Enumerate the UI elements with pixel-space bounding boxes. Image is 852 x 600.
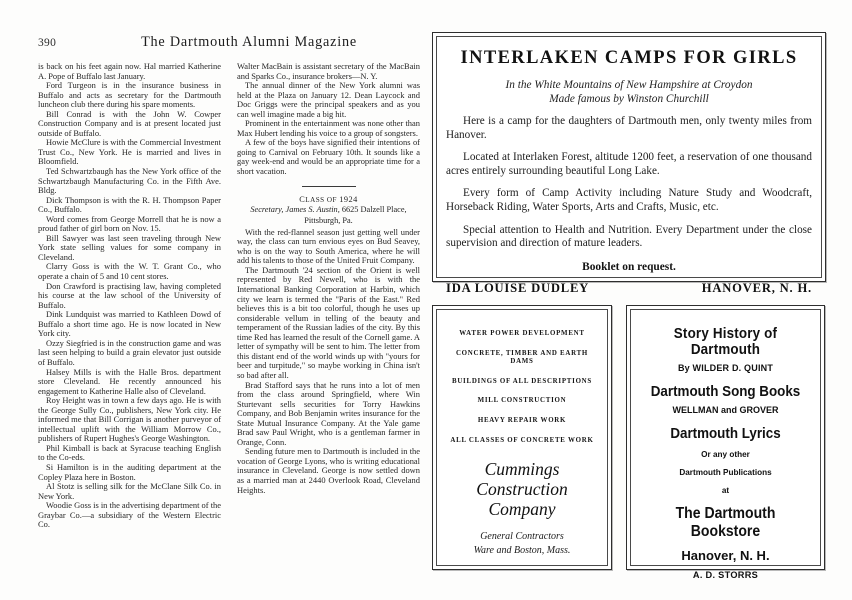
- ad-paragraph: Located at Interlaken Forest, altitude 1200 feet, a reservation of one thousand acres entirely surrounding beautiful Long Lake.: [446, 151, 812, 177]
- paragraph: Halsey Mills is with the Halle Bros. department store Cleveland. He recently announced his engagement to Katherine Halle also of Cleveland.: [38, 366, 221, 396]
- secretary-line: [237, 205, 420, 215]
- tagline-text: General Contractors: [480, 531, 564, 543]
- company-locations: Ware and Boston, Mass.: [473, 544, 571, 556]
- paragraph: Brad Stafford says that he runs into a lot of men from the class around Springfield, where Win Sturtevant sells securities for Torry Hawkins Company, and Bob Benjamin writes insurance for the State Mutual Insurance Company. At the Yale game Brad saw Paul Wright, who is a gentleman farmer in Orange, Conn.: [237, 379, 420, 447]
- paragraph: Prominent in the entertainment was none other than Max Hubert lending his voice to a group of songsters.: [237, 118, 420, 138]
- paragraph: Si Hamilton is in the auditing department at the Copley Plaza here in Boston.: [38, 461, 221, 482]
- class-heading-smallcaps: LASS OF: [305, 195, 340, 204]
- booklet-request-line: Booklet on request.: [582, 260, 676, 273]
- paragraph: Dick Thompson is with the R. H. Thompson Paper Co., Buffalo.: [38, 194, 221, 215]
- paragraph: Ted Schwartzbaugh has the New York office of the Schwartzbaugh Manufacturing Co. in the Fifth Ave. Bldg.: [38, 166, 221, 196]
- secretary-address: 6625 Dalzell Place,: [339, 204, 407, 214]
- paragraph: Ozzy Siegfried is in the construction game and was last seen helping to build a grain elevator just outside of Buffalo.: [38, 337, 221, 367]
- paragraph: Phil Kimball is back at Syracuse teaching English to the Co-eds.: [38, 442, 221, 463]
- paragraph: is back on his feet again now. Hal married Katherine A. Pope of Buffalo last January.: [38, 61, 221, 81]
- text-columns: [38, 62, 420, 530]
- ad-cummings-construction[interactable]: [432, 305, 612, 570]
- paragraph: Sending future men to Dartmouth is included in the vocation of George Lyons, who is writing educational insurance in Cleveland. George is now settled down as a married man at 2440 Overlook Road, Cleveland Heights.: [237, 446, 420, 495]
- book-title-song-books: Dartmouth Song Books: [650, 384, 801, 400]
- paragraph: Word comes from George Morrell that he is now a proud father of girl born on Nov. 15.: [38, 213, 221, 234]
- paragraph: Clarry Goss is with the W. T. Grant Co., who operate a chain of 5 and 10 cent stores.: [38, 261, 221, 282]
- paragraph: The Dartmouth '24 section of the Orient is well represented by Red Newell, who is with the International Banking Corporation at Harbin, which city we learn is termed the "Paris of the East." Red believes this is a bit too colorful, though he uses up considerable vellum in telling of the beauty and temperament of the Russian ladies of the city. By this time Red has learned the result of the Cornell game. A letter of sympathy will be sent to him. The letter from this distant end of the world winds up with "yours for beer and turpitude," so maybe working in China isn't so bad after all.: [237, 264, 420, 380]
- service-item: ALL CLASSES OF CONCRETE WORK: [450, 436, 594, 444]
- paragraph: Bill Conrad is with the John W. Cowper Construction Company and is at present located just outside of Buffalo.: [38, 108, 221, 138]
- paragraph: Walter MacBain is assistant secretary of the MacBain and Sparks Co., insurance brokers—N. Y.: [237, 61, 420, 81]
- ad-footer: [446, 281, 812, 296]
- store-town: Hanover, N. H.: [681, 548, 770, 563]
- lower-ad-row: [432, 305, 826, 580]
- at-line: at: [721, 486, 730, 495]
- paragraph: Howie McClure is with the Commercial Investment Trust Co., New York. He is married and lives in Bloomfield.: [38, 137, 221, 167]
- page-number: 390: [38, 37, 57, 49]
- dartmouth-publications-line: Dartmouth Publications: [679, 468, 772, 477]
- secretary-city: Pittsburgh, Pa.: [304, 216, 353, 226]
- paragraph: Bill Sawyer was last seen traveling through New York state selling values for some company in Cleveland.: [38, 232, 221, 262]
- store-name: The Dartmouth Bookstore: [675, 505, 776, 540]
- store-proprietor: A. D. STORRS: [692, 570, 759, 580]
- proprietor-location: HANOVER, N. H.: [701, 280, 812, 295]
- company-name-line-1: Cummings: [484, 459, 560, 480]
- or-any-other-line: Or any other: [701, 450, 750, 459]
- editorial-section: [38, 34, 420, 574]
- service-item: WATER POWER DEVELOPMENT: [459, 330, 585, 337]
- ad-subtitle-line-2: Made famous by Winston Churchill: [549, 93, 709, 105]
- book-author-quint: By WILDER D. QUINT: [677, 363, 774, 373]
- company-tagline: [446, 530, 598, 557]
- ad-paragraph: Every form of Camp Activity including Nature Study and Woodcraft, Horseback Riding, Water Sports, Arts and Crafts, Music, etc.: [446, 187, 812, 213]
- paragraph: The annual dinner of the New York alumni was held at the Plaza on January 12. Dean Laycock and Doc Griggs were the principal speakers and as you can well imagine made a big hit.: [237, 80, 420, 119]
- section-divider: [302, 186, 356, 187]
- magazine-title: The Dartmouth Alumni Magazine: [141, 34, 357, 50]
- advertisement-section: [432, 32, 826, 580]
- ad-title: INTERLAKEN CAMPS FOR GIRLS: [460, 48, 798, 68]
- class-heading-initial: C: [299, 194, 306, 204]
- paragraph: With the red-flannel season just getting well under way, the class can turn envious eyes on Bud Seavey, who is on the way to South America, where he will add his talents to those of the United Fruit Company.: [237, 226, 420, 266]
- ad-paragraph: Special attention to Health and Nutrition. Every Department under the close supervision and direction of mature leaders.: [446, 223, 812, 250]
- class-heading: [237, 195, 420, 204]
- secretary-name: Secretary, James S. Austin,: [250, 204, 340, 214]
- service-item: CONCRETE, TIMBER AND EARTH DAMS: [455, 349, 589, 366]
- column-two: [237, 62, 420, 530]
- book-title-lyrics: Dartmouth Lyrics: [670, 426, 781, 442]
- paragraph: Dink Lundquist was married to Kathleen Dowd of Buffalo a short time ago. He is now located in New York city.: [38, 309, 221, 339]
- service-item: HEAVY REPAIR WORK: [477, 416, 567, 424]
- ad-interlaken-camps[interactable]: [432, 32, 826, 295]
- paragraph: Roy Height was in town a few days ago. He is with the George Sully Co., publishers, New York city. He informed me that Bill Corrigan is another purveyor of intellectual uplift with the William Morrow Co., publishers of Rupert Hughes's George Washington.: [38, 395, 221, 444]
- ad-subtitle-line-1: In the White Mountains of New Hampshire at Croydon: [505, 79, 753, 91]
- company-name-line-3: Company: [488, 499, 556, 520]
- service-item: BUILDINGS OF ALL DESCRIPTIONS: [451, 377, 592, 385]
- book-title-story-history: Story History of Dartmouth: [673, 326, 778, 358]
- paragraph: Woodie Goss is in the advertising department of the Graybar Co.—a subsidiary of the Western Electric Co.: [38, 500, 221, 530]
- paragraph: Don Crawford is practising law, having completed his course at the law school of the University of Buffalo.: [38, 280, 221, 310]
- paragraph: A few of the boys have signified their intentions of going to Carnival on February 10th. It sounds like a gay week-end and would be an appropriate time for a short vacation.: [237, 137, 420, 177]
- paragraph: Ford Turgeon is in the insurance business in Buffalo and acts as secretary for the Dartmouth luncheon club there during his spare moments.: [38, 80, 221, 110]
- proprietor-name: IDA LOUISE DUDLEY: [446, 280, 590, 295]
- book-author-wellman-grover: WELLMAN and GROVER: [672, 405, 779, 415]
- ad-paragraph: Here is a camp for the daughters of Dartmouth men, only twenty miles from Hanover.: [446, 115, 812, 141]
- class-heading-year: 1924: [339, 194, 358, 204]
- paragraph: Al Stotz is selling silk for the McClane Silk Co. in New York.: [38, 481, 221, 501]
- services-list: [446, 330, 598, 445]
- column-one: [38, 62, 221, 530]
- masthead: [38, 34, 420, 56]
- ad-dartmouth-bookstore[interactable]: [626, 305, 825, 580]
- company-name-line-2: Construction: [476, 479, 568, 500]
- company-name: [446, 459, 598, 519]
- service-item: MILL CONSTRUCTION: [477, 397, 567, 405]
